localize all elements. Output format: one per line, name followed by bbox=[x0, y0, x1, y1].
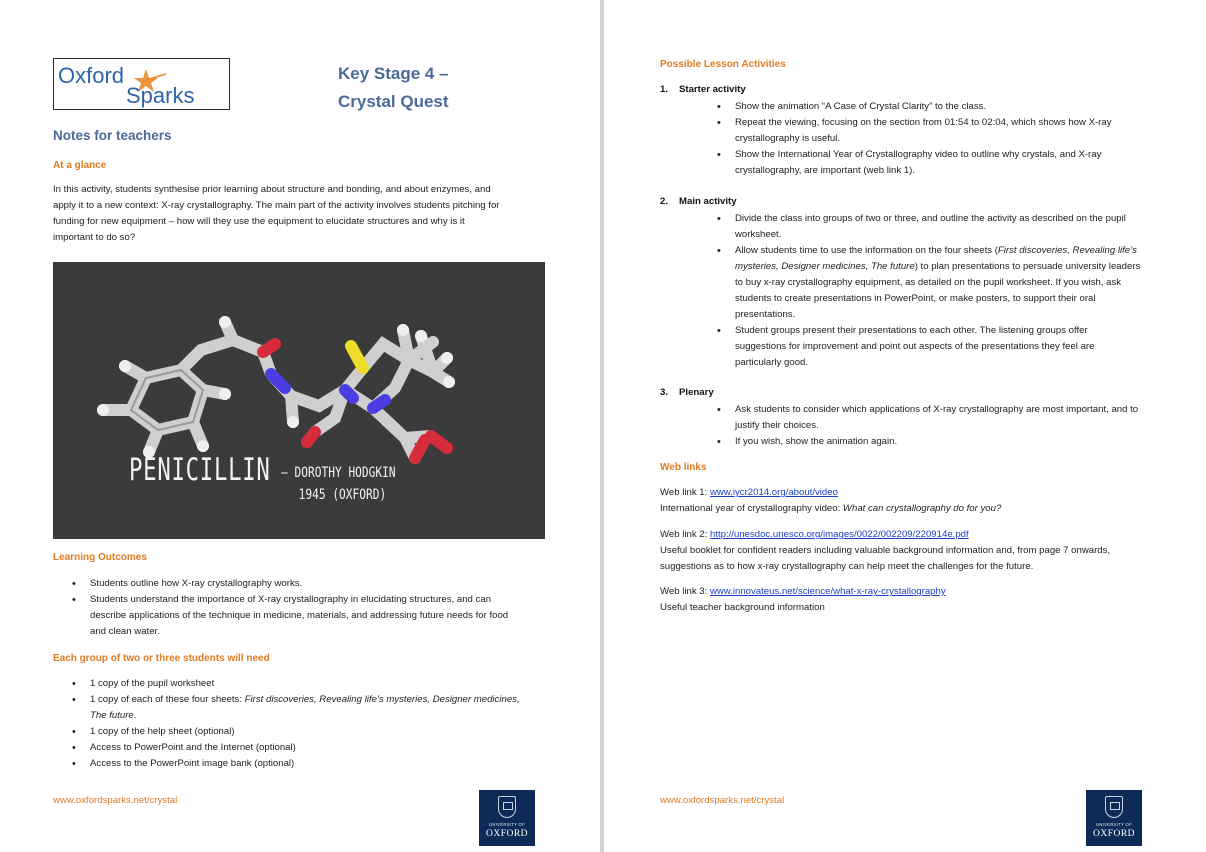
oxford-sparks-logo bbox=[53, 58, 230, 110]
glance-line: important to do so? bbox=[53, 232, 136, 243]
title-line-1: Key Stage 4 – bbox=[338, 64, 449, 83]
web-links-heading: Web links bbox=[660, 462, 707, 473]
outcome-text: describe applications of the technique in medicine, materials, and addressing future needs for food bbox=[90, 610, 509, 621]
web-link-3 bbox=[660, 584, 1190, 616]
starter-activity-list bbox=[660, 99, 1206, 179]
outcome-text: Students outline how X-ray crystallography works. bbox=[90, 578, 303, 589]
right-page bbox=[604, 0, 1206, 852]
group-needs-list bbox=[53, 676, 573, 772]
web-link-1 bbox=[660, 485, 1190, 517]
oxford-crest-icon bbox=[1105, 796, 1123, 818]
main-text: to buy x-ray crystallography equipment, as detailed on the pupil worksheet. If you wish, ask bbox=[735, 277, 1122, 288]
outcome-text: • Students understand the importance of X-ray crystallography in elucidating structures, and can bbox=[90, 594, 492, 605]
web-link-label: Web link 2: bbox=[660, 529, 710, 540]
plenary-number: 3. bbox=[660, 387, 669, 398]
main-text: students to create presentations in PowerPoint, or make posters, to support their oral bbox=[735, 293, 1096, 304]
plenary-text: If you wish, show the animation again. bbox=[735, 436, 898, 447]
starter-text: crystallography, are important (web link 1). bbox=[735, 165, 916, 176]
penicillin-molecule-image bbox=[53, 262, 545, 539]
needs-text: 1 copy of the help sheet (optional) bbox=[90, 726, 235, 737]
starter-text: • Repeat the viewing, focusing on the section from 01:54 to 02:04, which shows how X-ray bbox=[735, 117, 1112, 128]
web-link-desc-italic: What can crystallography do for you? bbox=[842, 503, 1002, 514]
main-text: Allow students time to use the information on the four sheets ( bbox=[735, 245, 998, 256]
list-item bbox=[698, 323, 1206, 371]
main-text: presentations. bbox=[735, 309, 796, 320]
learning-outcomes-list bbox=[53, 576, 573, 640]
starter-number: 1. bbox=[660, 84, 669, 95]
main-text: suggestions for improvement and point out aspects of the presentations they feel are bbox=[735, 341, 1095, 352]
logo-word-oxford: Oxford bbox=[58, 63, 125, 88]
list-item bbox=[53, 676, 573, 692]
needs-text: 1 copy of the pupil worksheet bbox=[90, 678, 215, 689]
web-link-desc: suggestions as to how x-ray crystallography can help meet the challenges for the future. bbox=[660, 561, 1034, 572]
university-of-oxford-logo bbox=[479, 790, 535, 846]
oxford-crest-icon bbox=[498, 796, 516, 818]
oxford-logo-university: UNIVERSITY OF bbox=[489, 822, 525, 827]
list-item bbox=[53, 756, 573, 772]
oxford-logo-university: UNIVERSITY OF bbox=[1096, 822, 1132, 827]
outcome-text: and clean water. bbox=[90, 626, 160, 637]
needs-text: Access to the PowerPoint image bank (optional) bbox=[90, 758, 295, 769]
title-line-2: Crystal Quest bbox=[338, 92, 449, 111]
needs-text: . bbox=[133, 710, 137, 721]
web-link-label: Web link 1: bbox=[660, 487, 710, 498]
web-link-desc: Useful booklet for confident readers including valuable background information and, from page 7 onwards, bbox=[660, 545, 1111, 556]
glance-line: In this activity, students synthesise prior learning about structure and bonding, and about enzymes, and bbox=[53, 184, 491, 195]
footer-url[interactable]: www.oxfordsparks.net/crystal bbox=[660, 795, 785, 806]
credit-dash: – bbox=[281, 465, 288, 481]
list-item bbox=[698, 211, 1206, 243]
list-item bbox=[698, 243, 1206, 323]
footer-url[interactable]: www.oxfordsparks.net/crystal bbox=[53, 795, 178, 806]
glance-line: funding for new equipment – how will they use the equipment to elucidate structures and why is it bbox=[53, 216, 465, 227]
needs-text: 1 copy of each of these four sheets: bbox=[90, 694, 245, 705]
list-item bbox=[53, 724, 573, 740]
lesson-activities-heading: Possible Lesson Activities bbox=[660, 59, 786, 70]
list-item bbox=[53, 692, 573, 724]
web-link-2 bbox=[660, 527, 1200, 575]
main-text: ) to plan presentations to persuade university leaders bbox=[914, 261, 1141, 272]
main-text: worksheet. bbox=[735, 229, 782, 240]
web-link-label: Web link 3: bbox=[660, 586, 710, 597]
learning-outcomes-heading: Learning Outcomes bbox=[53, 552, 147, 563]
main-italic: mysteries, Designer medicines, The future bbox=[735, 261, 915, 272]
main-number: 2. bbox=[660, 196, 669, 207]
main-text: • Divide the class into groups of two or three, and outline the activity as described on the pupil bbox=[735, 213, 1126, 224]
plenary-title: Plenary bbox=[679, 387, 714, 398]
list-item bbox=[53, 740, 573, 756]
web-link-2-url[interactable]: http://unesdoc.unesco.org/images/0022/002209/220914e.pdf bbox=[709, 529, 969, 540]
main-italic: First discoveries, Revealing life’s bbox=[997, 245, 1137, 256]
web-link-3-url[interactable]: www.innovateus.net/science/what-x-ray-crystallography bbox=[709, 586, 946, 597]
university-of-oxford-logo bbox=[1086, 790, 1142, 846]
main-text: • Student groups present their presentations to each other. The listening groups offer bbox=[735, 325, 1088, 336]
credit-name: DOROTHY HODGKIN bbox=[294, 465, 396, 481]
oxford-logo-name: OXFORD bbox=[485, 829, 529, 839]
at-a-glance-paragraph bbox=[53, 182, 553, 246]
needs-text: Access to PowerPoint and the Internet (optional) bbox=[90, 742, 296, 753]
list-item bbox=[698, 115, 1206, 147]
list-item bbox=[698, 99, 1206, 115]
credit-year: 1945 (OXFORD) bbox=[298, 487, 387, 503]
web-link-desc: Useful teacher background information bbox=[660, 602, 825, 613]
at-a-glance-heading: At a glance bbox=[53, 160, 107, 171]
plenary-text: justify their choices. bbox=[735, 420, 819, 431]
starter-text: crystallography is useful. bbox=[735, 133, 841, 144]
list-item bbox=[53, 592, 573, 640]
penicillin-credit bbox=[281, 462, 396, 506]
glance-line: apply it to a new context: X-ray crystallography. The main part of the activity involves students pitching for bbox=[53, 200, 500, 211]
web-link-1-url[interactable]: www.iycr2014.org/about/video bbox=[709, 487, 838, 498]
penicillin-word: PENICILLIN bbox=[129, 452, 271, 488]
needs-italic: The future bbox=[90, 710, 134, 721]
starter-text: Show the animation “A Case of Crystal Clarity” to the class. bbox=[735, 101, 987, 112]
logo-word-sparks: Sparks bbox=[126, 83, 195, 108]
list-item bbox=[53, 576, 573, 592]
list-item bbox=[698, 434, 1206, 450]
penicillin-label bbox=[129, 452, 271, 488]
needs-italic: First discoveries, Revealing life’s mysteries, Designer medicines, bbox=[244, 694, 520, 705]
starter-activity-heading bbox=[660, 84, 746, 95]
main-activity-list bbox=[660, 211, 1206, 371]
group-needs-heading: Each group of two or three students will need bbox=[53, 653, 270, 664]
plenary-text: • Ask students to consider which applications of X-ray crystallography are most important, and to bbox=[735, 404, 1139, 415]
notes-heading: Notes for teachers bbox=[53, 128, 172, 143]
starter-text: • Show the International Year of Crystallography video to outline why crystals, and X-ray bbox=[735, 149, 1102, 160]
plenary-heading bbox=[660, 387, 714, 398]
web-link-desc: International year of crystallography video: bbox=[660, 503, 843, 514]
list-item bbox=[698, 402, 1206, 434]
document-title bbox=[338, 60, 538, 116]
main-text: particularly good. bbox=[735, 357, 809, 368]
main-activity-heading bbox=[660, 196, 737, 207]
main-title: Main activity bbox=[679, 196, 737, 207]
starter-title: Starter activity bbox=[679, 84, 746, 95]
oxford-logo-name: OXFORD bbox=[1092, 829, 1136, 839]
left-page bbox=[0, 0, 600, 852]
list-item bbox=[698, 147, 1206, 179]
plenary-list bbox=[660, 402, 1206, 450]
